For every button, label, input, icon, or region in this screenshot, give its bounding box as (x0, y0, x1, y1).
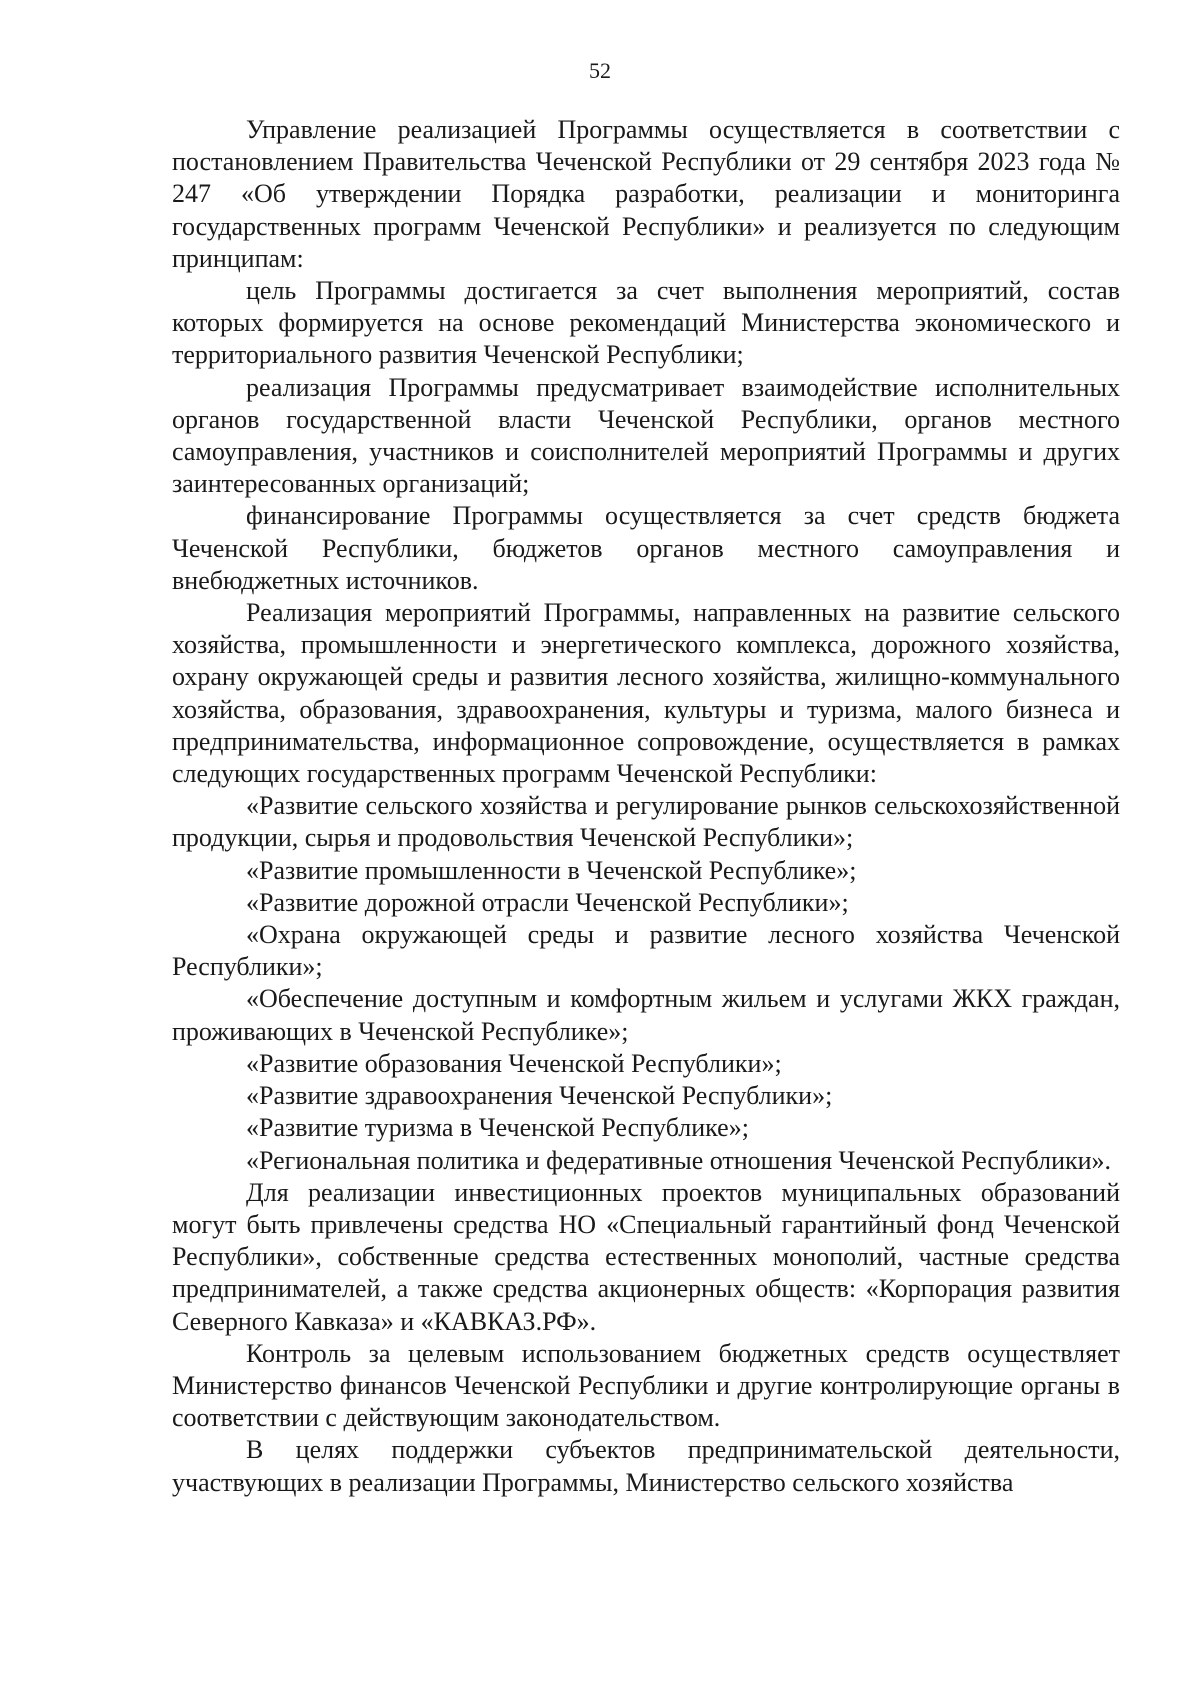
program-item-tourism: «Развитие туризма в Чеченской Республике»; (246, 1113, 749, 1143)
paragraph-principle-financing: финансирование Программы осуществляется за счет средств бюджета Чеченской Республики, бюджетов органов местного самоуправления и внебюджетных источников. (172, 501, 1120, 595)
program-item-regional-policy: «Региональная политика и федеративные отношения Чеченской Республики». (246, 1145, 1112, 1175)
program-item-industry: «Развитие промышленности в Чеченской Республике»; (246, 855, 857, 885)
document-body (172, 114, 1120, 1499)
paragraph-program-management: Управление реализацией Программы осуществляется в соответствии с постановлением Правительства Чеченской Республики от 29 сентября 2023 года № 247 «Об утверждении Порядка разработки, реализации и мониторинга государственных программ Чеченской Республики» и реализуется по следующим принципам: (172, 115, 1120, 273)
program-item-education: «Развитие образования Чеченской Республики»; (246, 1048, 782, 1078)
paragraph-budget-control: Контроль за целевым использованием бюджетных средств осуществляет Министерство финансов Чеченской Республики и другие контролирующие органы в соответствии с действующим законодательством. (172, 1338, 1120, 1433)
paragraph-investment-projects: Для реализации инвестиционных проектов муниципальных образований могут быть привлечены средства НО «Специальный гарантийный фонд Чеченской Республики», собственные средства естественных монополий, частные средства предпринимателей, а также средства акционерных обществ: «Корпорация развития Северного Кавказа» и «КАВКАЗ.РФ». (172, 1177, 1120, 1336)
program-item-healthcare: «Развитие здравоохранения Чеченской Республики»; (246, 1081, 833, 1111)
program-item-roads: «Развитие дорожной отрасли Чеченской Республики»; (246, 887, 849, 917)
page-number: 52 (589, 58, 611, 83)
paragraph-principle-interaction: реализация Программы предусматривает взаимодействие исполнительных органов государственной власти Чеченской Республики, органов местного самоуправления, участников и соисполнителей мероприятий Программы и других заинтересованных организаций; (172, 372, 1120, 499)
paragraph-state-programs-intro: Реализация мероприятий Программы, направленных на развитие сельского хозяйства, промышленности и энергетического комплекса, дорожного хозяйства, охрану окружающей среды и развития лесного хозяйства, жилищно-коммунального хозяйства, образования, здравоохранения, культуры и туризма, малого бизнеса и предпринимательства, информационное сопровождение, осуществляется в рамках следующих государственных программ Чеченской Республики: (172, 598, 1120, 789)
paragraph-principle-goal: цель Программы достигается за счет выполнения мероприятий, состав которых формируется на основе рекомендаций Министерства экономического и территориального развития Чеченской Республики; (172, 276, 1120, 370)
program-item-housing: «Обеспечение доступным и комфортным жильем и услугами ЖКХ граждан, проживающих в Чеченской Республике»; (172, 984, 1120, 1046)
program-item-agriculture: «Развитие сельского хозяйства и регулирование рынков сельскохозяйственной продукции, сырья и продовольствия Чеченской Республики»; (172, 791, 1120, 853)
program-item-environment: «Охрана окружающей среды и развитие лесного хозяйства Чеченской Республики»; (172, 920, 1120, 982)
paragraph-business-support: В целях поддержки субъектов предпринимательской деятельности, участвующих в реализации Программы, Министерство сельского хозяйства (172, 1435, 1120, 1497)
